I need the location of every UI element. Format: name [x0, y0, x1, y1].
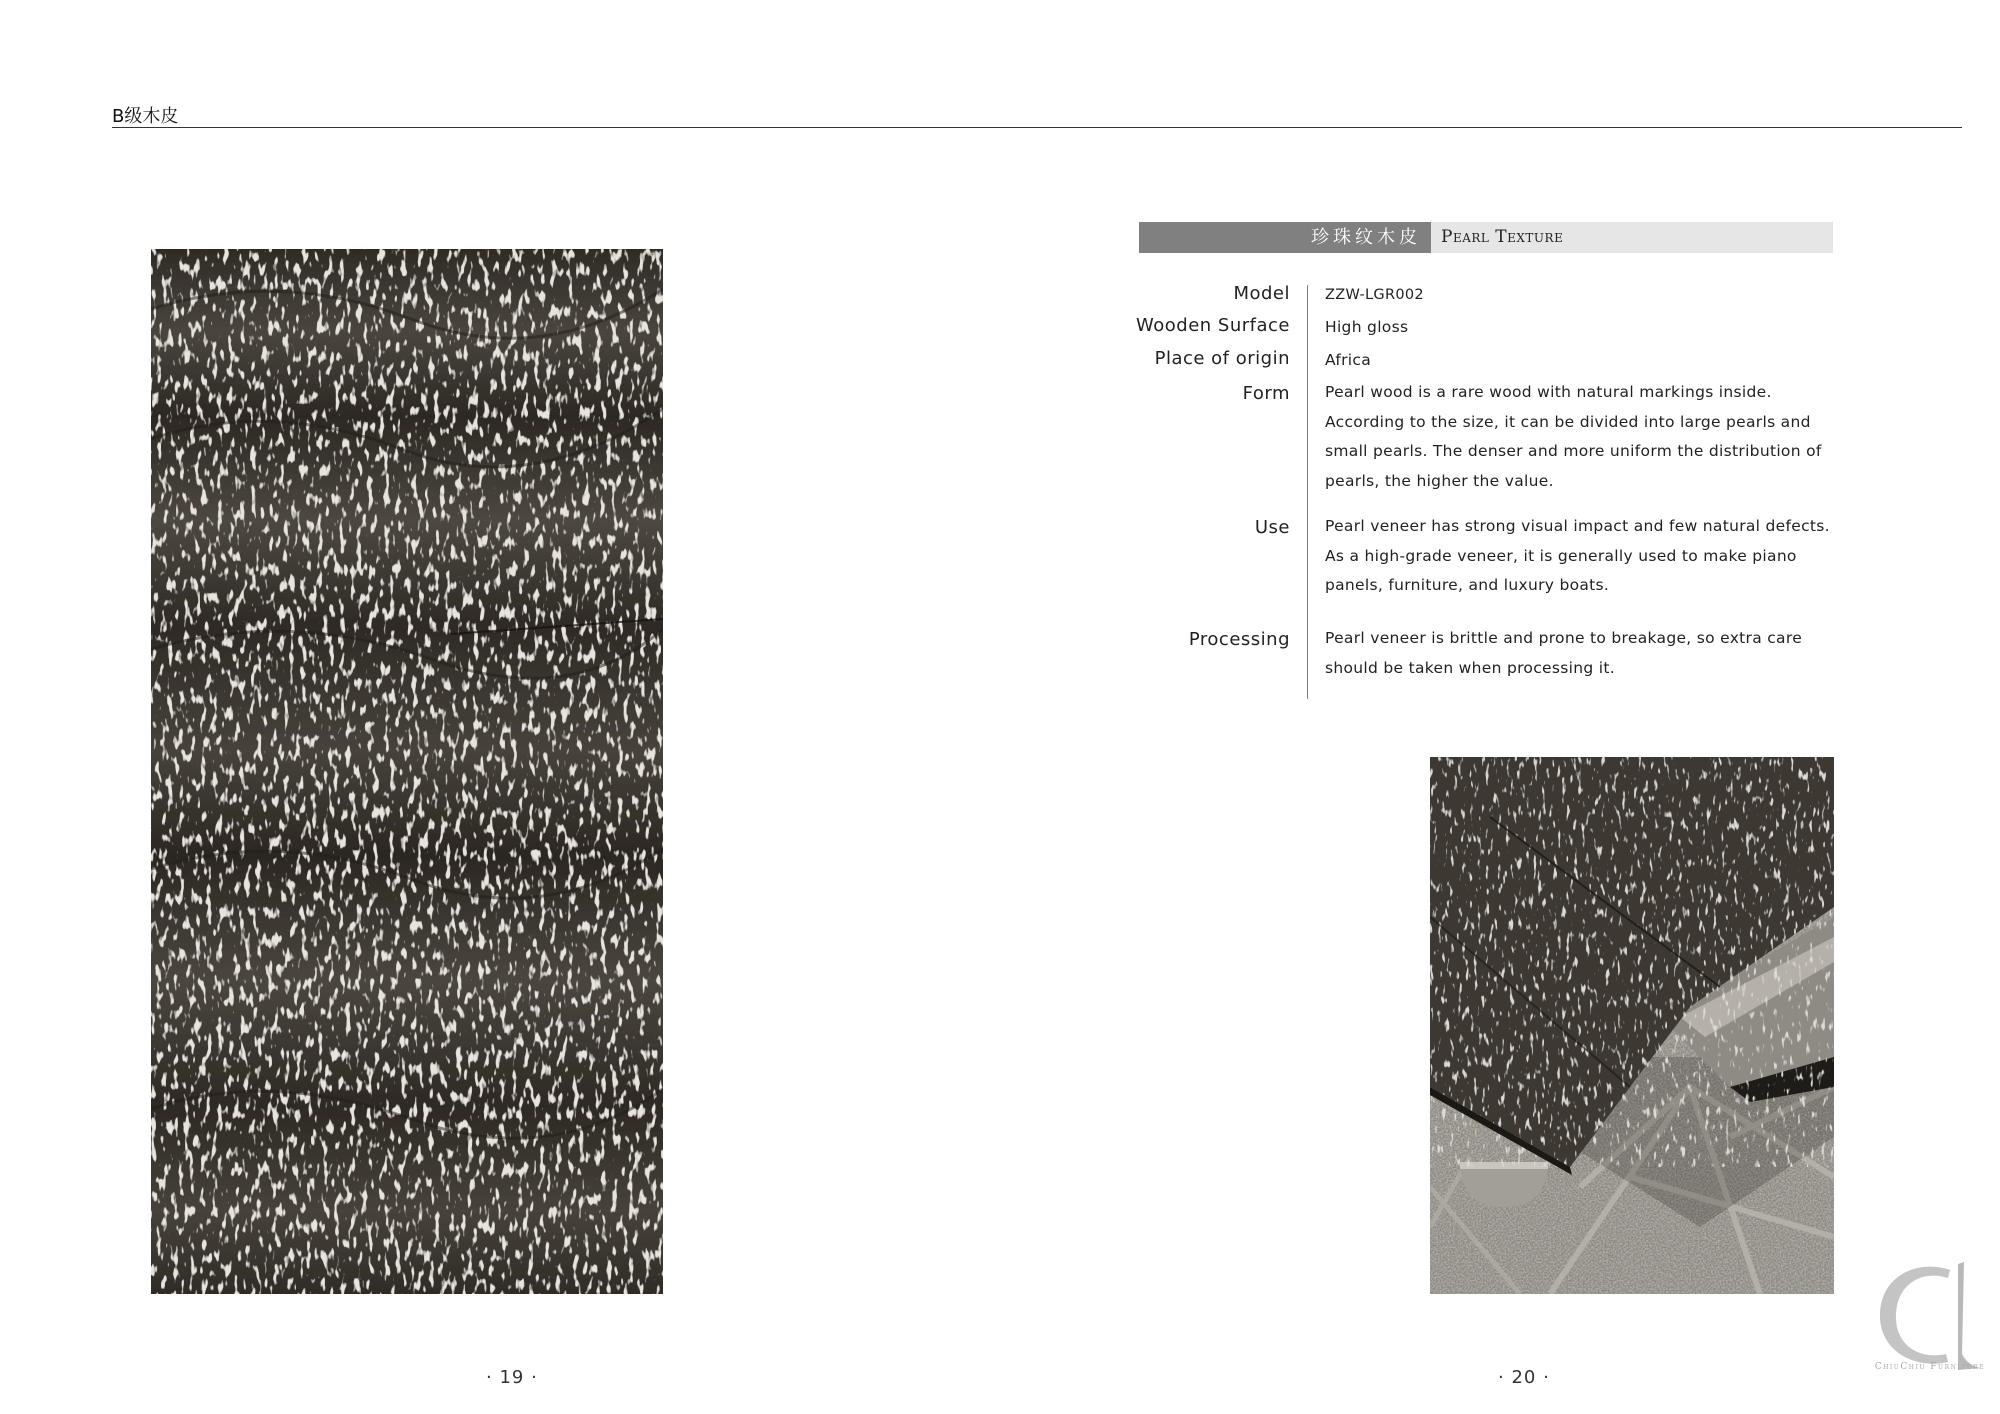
spec-label-processing: Processing	[1188, 629, 1290, 650]
brand-logo	[1862, 1258, 1994, 1378]
brand-name: ChiuChiu Furniture	[1874, 1362, 1986, 1372]
spec-label-model: Model	[1233, 283, 1290, 304]
product-name-en: Pearl Texture	[1441, 227, 1564, 247]
spec-divider	[1307, 285, 1308, 699]
product-title-band	[1139, 222, 1833, 253]
furniture-detail-image	[1430, 757, 1834, 1294]
veneer-texture-photo	[151, 249, 663, 1294]
spec-label-surface: Wooden Surface	[1136, 315, 1290, 336]
spec-value-use: Pearl veneer has strong visual impact and few natural defects. As a high-grade veneer, it is generally used to make piano panels, furniture, and luxury boats.	[1325, 517, 1830, 594]
header-rule	[112, 127, 1962, 128]
section-title: B级木皮	[112, 106, 179, 127]
spec-value-form: Pearl wood is a rare wood with natural markings inside. According to the size, it can be divided into large pearls and small pearls. The denser and more uniform the distribution of pearls, the higher the value.	[1325, 383, 1822, 490]
spec-label-use: Use	[1254, 517, 1290, 538]
spec-value-surface: High gloss	[1325, 318, 1409, 336]
spec-label-form: Form	[1242, 383, 1290, 404]
product-name-zh: 珍珠纹木皮	[1139, 222, 1431, 253]
spec-value-processing: Pearl veneer is brittle and prone to breakage, so extra care should be taken when processing it.	[1325, 629, 1803, 677]
spec-label-origin: Place of origin	[1154, 348, 1290, 369]
furniture-detail-photo	[1430, 757, 1834, 1294]
page-number-right: · 20 ·	[1498, 1367, 1550, 1388]
veneer-texture-image	[151, 249, 663, 1294]
spec-value-origin: Africa	[1325, 351, 1372, 369]
page-number-left: · 19 ·	[486, 1367, 538, 1388]
spec-value-model: ZZW-LGR002	[1325, 287, 1424, 303]
